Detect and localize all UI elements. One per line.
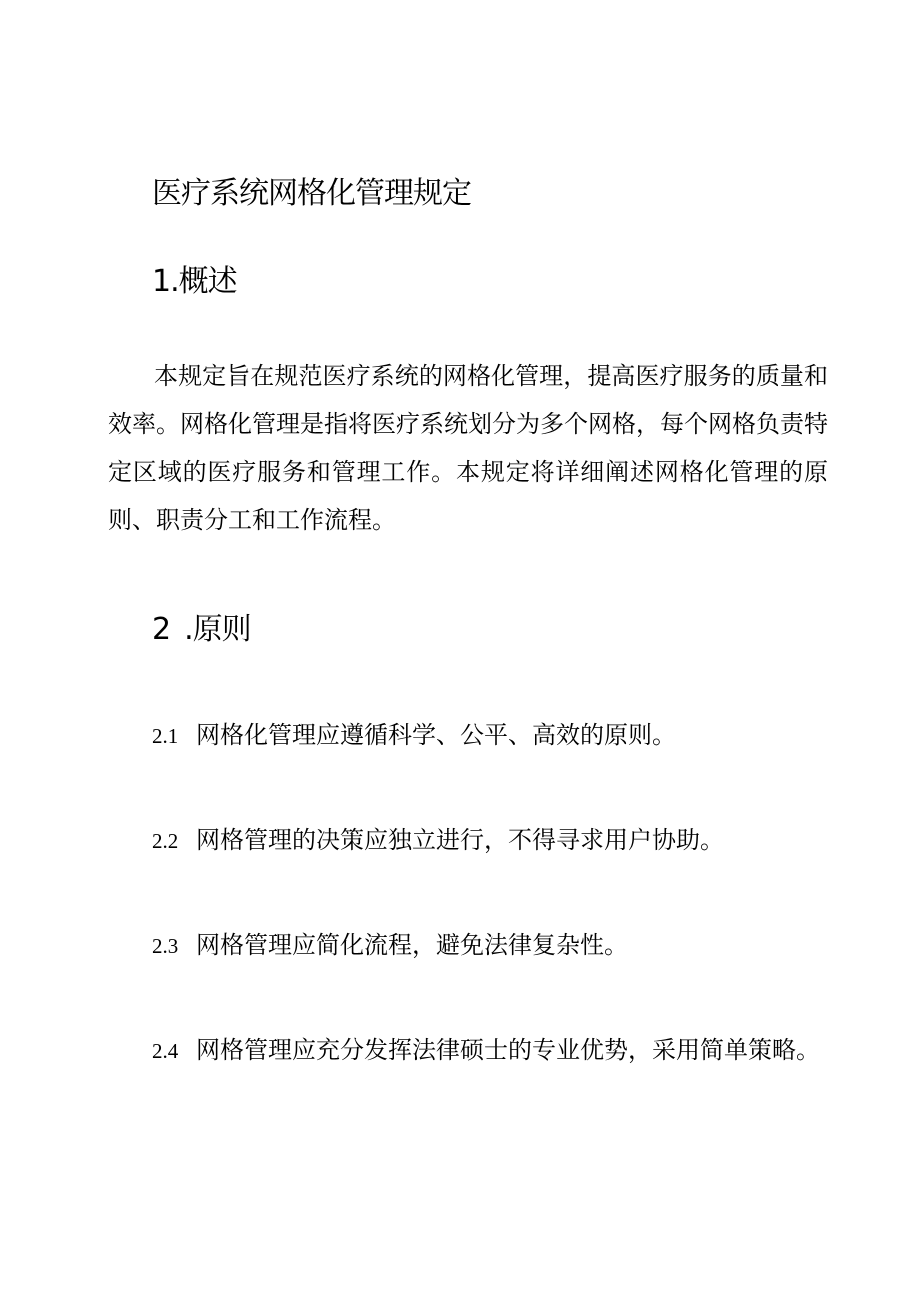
section-heading-principles xyxy=(152,608,251,652)
item-number: 2.4 xyxy=(152,1039,179,1063)
list-item xyxy=(152,822,724,859)
list-item xyxy=(152,927,628,964)
item-text: 网格管理应充分发挥法律硕士的专业优势，采用简单策略。 xyxy=(196,1036,820,1064)
list-item xyxy=(152,1032,820,1069)
item-text: 网格管理的决策应独立进行，不得寻求用户协助。 xyxy=(196,826,724,854)
overview-paragraph: 本规定旨在规范医疗系统的网格化管理，提高医疗服务的质量和效率。网格化管理是指将医疗系统划分为多个网格，每个网格负责特定区域的医疗服务和管理工作。本规定将详细阐述网格化管理的原则、职责分工和工作流程。 xyxy=(108,362,828,534)
item-text: 网格化管理应遵循科学、公平、高效的原则。 xyxy=(196,721,676,749)
section-heading-text: .原则 xyxy=(184,612,251,647)
document-title: 医疗系统网格化管理规定 xyxy=(152,176,471,211)
list-item xyxy=(152,717,676,754)
section-heading-overview: 1.概述 xyxy=(152,264,237,299)
item-number: 2.1 xyxy=(152,724,179,748)
item-number: 2.2 xyxy=(152,829,179,853)
item-number: 2.3 xyxy=(152,934,179,958)
item-text: 网格管理应简化流程，避免法律复杂性。 xyxy=(196,931,628,959)
section-number: 2 xyxy=(152,612,171,647)
